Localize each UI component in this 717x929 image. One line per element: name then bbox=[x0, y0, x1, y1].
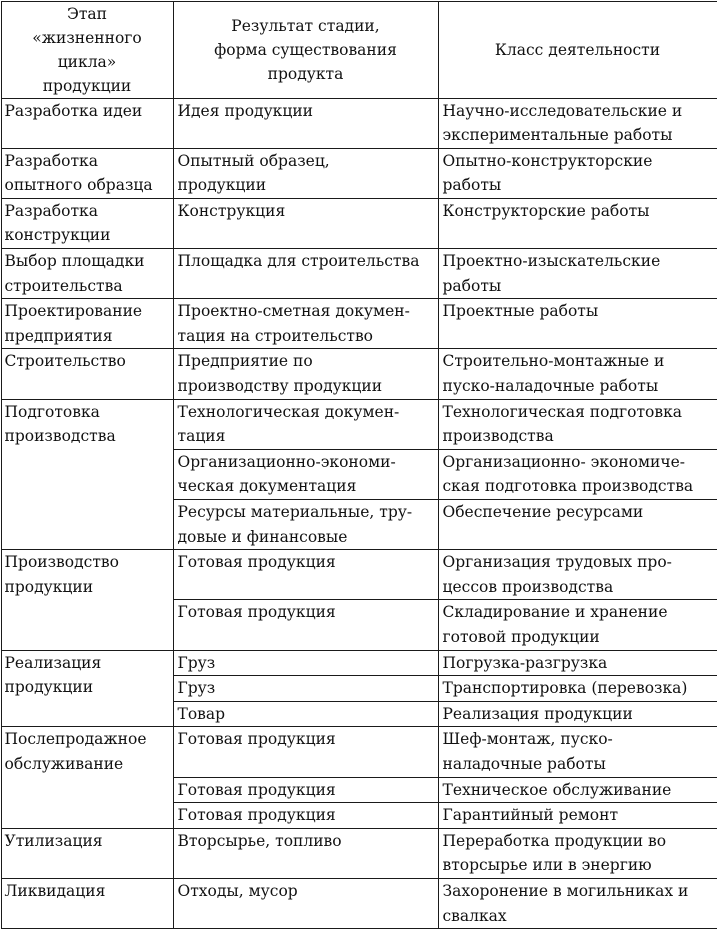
table-row bbox=[1, 299, 717, 349]
activity-text: Транспортировка (перевозка) bbox=[443, 676, 713, 701]
stage-text: Подготовка производства bbox=[5, 400, 171, 449]
activity-cell bbox=[438, 148, 717, 198]
stage-cell bbox=[1, 299, 173, 349]
stage-cell bbox=[1, 399, 173, 550]
stage-cell bbox=[1, 878, 173, 928]
lifecycle-table bbox=[1, 1, 717, 929]
activity-cell bbox=[438, 550, 717, 600]
activity-cell bbox=[438, 399, 717, 449]
stage-text: Реализация продукции bbox=[5, 651, 171, 700]
activity-cell bbox=[438, 803, 717, 829]
header-stage: Этап «жизненного цикла» продукции bbox=[1, 1, 173, 98]
table-row bbox=[1, 98, 717, 148]
table-row bbox=[1, 650, 717, 676]
activity-cell bbox=[438, 828, 717, 878]
stage-cell bbox=[1, 650, 173, 727]
activity-cell bbox=[438, 676, 717, 702]
table-body bbox=[1, 98, 717, 929]
result-text: Отходы, мусор bbox=[178, 879, 434, 904]
stage-cell bbox=[1, 98, 173, 148]
activity-cell bbox=[438, 198, 717, 248]
stage-text: Утилизация bbox=[5, 829, 171, 854]
activity-text: Погрузка-разгрузка bbox=[443, 651, 713, 676]
activity-text: Технологическая подготовка производства bbox=[443, 400, 713, 449]
activity-text: Складирование и хранение готовой продукции bbox=[443, 600, 713, 649]
stage-text: Разработка конструкции bbox=[5, 199, 171, 248]
result-text: Технологическая докумен- тация bbox=[178, 400, 434, 449]
result-text: Проектно-сметная докумен- тация на строительство bbox=[178, 299, 434, 348]
result-cell bbox=[173, 399, 438, 449]
stage-text: Проектирование предприятия bbox=[5, 299, 171, 348]
result-cell bbox=[173, 676, 438, 702]
activity-cell bbox=[438, 299, 717, 349]
stage-cell bbox=[1, 727, 173, 828]
stage-text: Выбор площадки строительства bbox=[5, 249, 171, 298]
result-text: Товар bbox=[178, 702, 434, 727]
result-cell bbox=[173, 878, 438, 928]
table-row bbox=[1, 349, 717, 399]
result-text: Готовая продукция bbox=[178, 550, 434, 575]
activity-cell bbox=[438, 777, 717, 803]
result-text: Вторсырье, топливо bbox=[178, 829, 434, 854]
activity-cell bbox=[438, 727, 717, 777]
activity-cell bbox=[438, 449, 717, 499]
activity-cell bbox=[438, 249, 717, 299]
activity-text: Организация трудовых про- цессов производства bbox=[443, 550, 713, 599]
header-activity: Класс деятельности bbox=[438, 1, 717, 98]
table-row bbox=[1, 148, 717, 198]
result-cell bbox=[173, 98, 438, 148]
result-cell bbox=[173, 349, 438, 399]
result-cell bbox=[173, 650, 438, 676]
stage-cell bbox=[1, 198, 173, 248]
activity-text: Техническое обслуживание bbox=[443, 778, 713, 803]
activity-text: Конструкторские работы bbox=[443, 199, 713, 224]
result-cell bbox=[173, 727, 438, 777]
result-text: Опытный образец, продукции bbox=[178, 149, 434, 198]
stage-text: Строительство bbox=[5, 349, 171, 374]
activity-text: Реализация продукции bbox=[443, 702, 713, 727]
activity-text: Проектные работы bbox=[443, 299, 713, 324]
result-cell bbox=[173, 803, 438, 829]
result-text: Готовая продукция bbox=[178, 600, 434, 625]
result-cell bbox=[173, 198, 438, 248]
result-text: Идея продукции bbox=[178, 99, 434, 124]
result-text: Предприятие по производству продукции bbox=[178, 349, 434, 398]
stage-cell bbox=[1, 349, 173, 399]
activity-text: Проектно-изыскательские работы bbox=[443, 249, 713, 298]
result-text: Готовая продукция bbox=[178, 727, 434, 752]
activity-cell bbox=[438, 349, 717, 399]
activity-cell bbox=[438, 500, 717, 550]
activity-cell bbox=[438, 650, 717, 676]
activity-text: Опытно-конструкторские работы bbox=[443, 149, 713, 198]
result-cell bbox=[173, 701, 438, 727]
result-cell bbox=[173, 500, 438, 550]
result-text: Груз bbox=[178, 651, 434, 676]
result-text: Конструкция bbox=[178, 199, 434, 224]
stage-text: Ликвидация bbox=[5, 879, 171, 904]
result-cell bbox=[173, 299, 438, 349]
result-cell bbox=[173, 828, 438, 878]
table-row bbox=[1, 878, 717, 928]
activity-text: Захоронение в могильниках и свалках bbox=[443, 879, 713, 928]
table-row bbox=[1, 727, 717, 777]
stage-text: Разработка идеи bbox=[5, 99, 171, 124]
result-cell bbox=[173, 249, 438, 299]
stage-text: Разработка опытного образца bbox=[5, 149, 171, 198]
table-row bbox=[1, 828, 717, 878]
stage-cell bbox=[1, 828, 173, 878]
result-text: Готовая продукция bbox=[178, 778, 434, 803]
activity-text: Строительно-монтажные и пуско-наладочные работы bbox=[443, 349, 713, 398]
activity-cell bbox=[438, 878, 717, 928]
table-row bbox=[1, 550, 717, 600]
result-text: Ресурсы материальные, тру- довые и финансовые bbox=[178, 500, 434, 549]
result-cell bbox=[173, 148, 438, 198]
result-text: Готовая продукция bbox=[178, 803, 434, 828]
activity-text: Шеф-монтаж, пуско- наладочные работы bbox=[443, 727, 713, 776]
activity-text: Научно-исследовательские и экспериментальные работы bbox=[443, 99, 713, 148]
result-cell bbox=[173, 600, 438, 650]
table-row bbox=[1, 198, 717, 248]
result-text: Организационно-экономи- ческая документация bbox=[178, 450, 434, 499]
activity-cell bbox=[438, 98, 717, 148]
header-row bbox=[1, 1, 717, 98]
result-text: Площадка для строительства bbox=[178, 249, 434, 274]
stage-text: Производство продукции bbox=[5, 550, 171, 599]
result-cell bbox=[173, 550, 438, 600]
result-cell bbox=[173, 449, 438, 499]
activity-cell bbox=[438, 600, 717, 650]
table-row bbox=[1, 249, 717, 299]
result-cell bbox=[173, 777, 438, 803]
activity-cell bbox=[438, 701, 717, 727]
header-result: Результат стадии, форма существования продукта bbox=[173, 1, 438, 98]
activity-text: Гарантийный ремонт bbox=[443, 803, 713, 828]
stage-cell bbox=[1, 550, 173, 650]
activity-text: Организационно- экономиче- ская подготовка производства bbox=[443, 450, 713, 499]
activity-text: Переработка продукции во вторсырье или в энергию bbox=[443, 829, 713, 878]
stage-text: Послепродажное обслуживание bbox=[5, 727, 171, 776]
stage-cell bbox=[1, 249, 173, 299]
stage-cell bbox=[1, 148, 173, 198]
table-row bbox=[1, 399, 717, 449]
result-text: Груз bbox=[178, 676, 434, 701]
activity-text: Обеспечение ресурсами bbox=[443, 500, 713, 525]
